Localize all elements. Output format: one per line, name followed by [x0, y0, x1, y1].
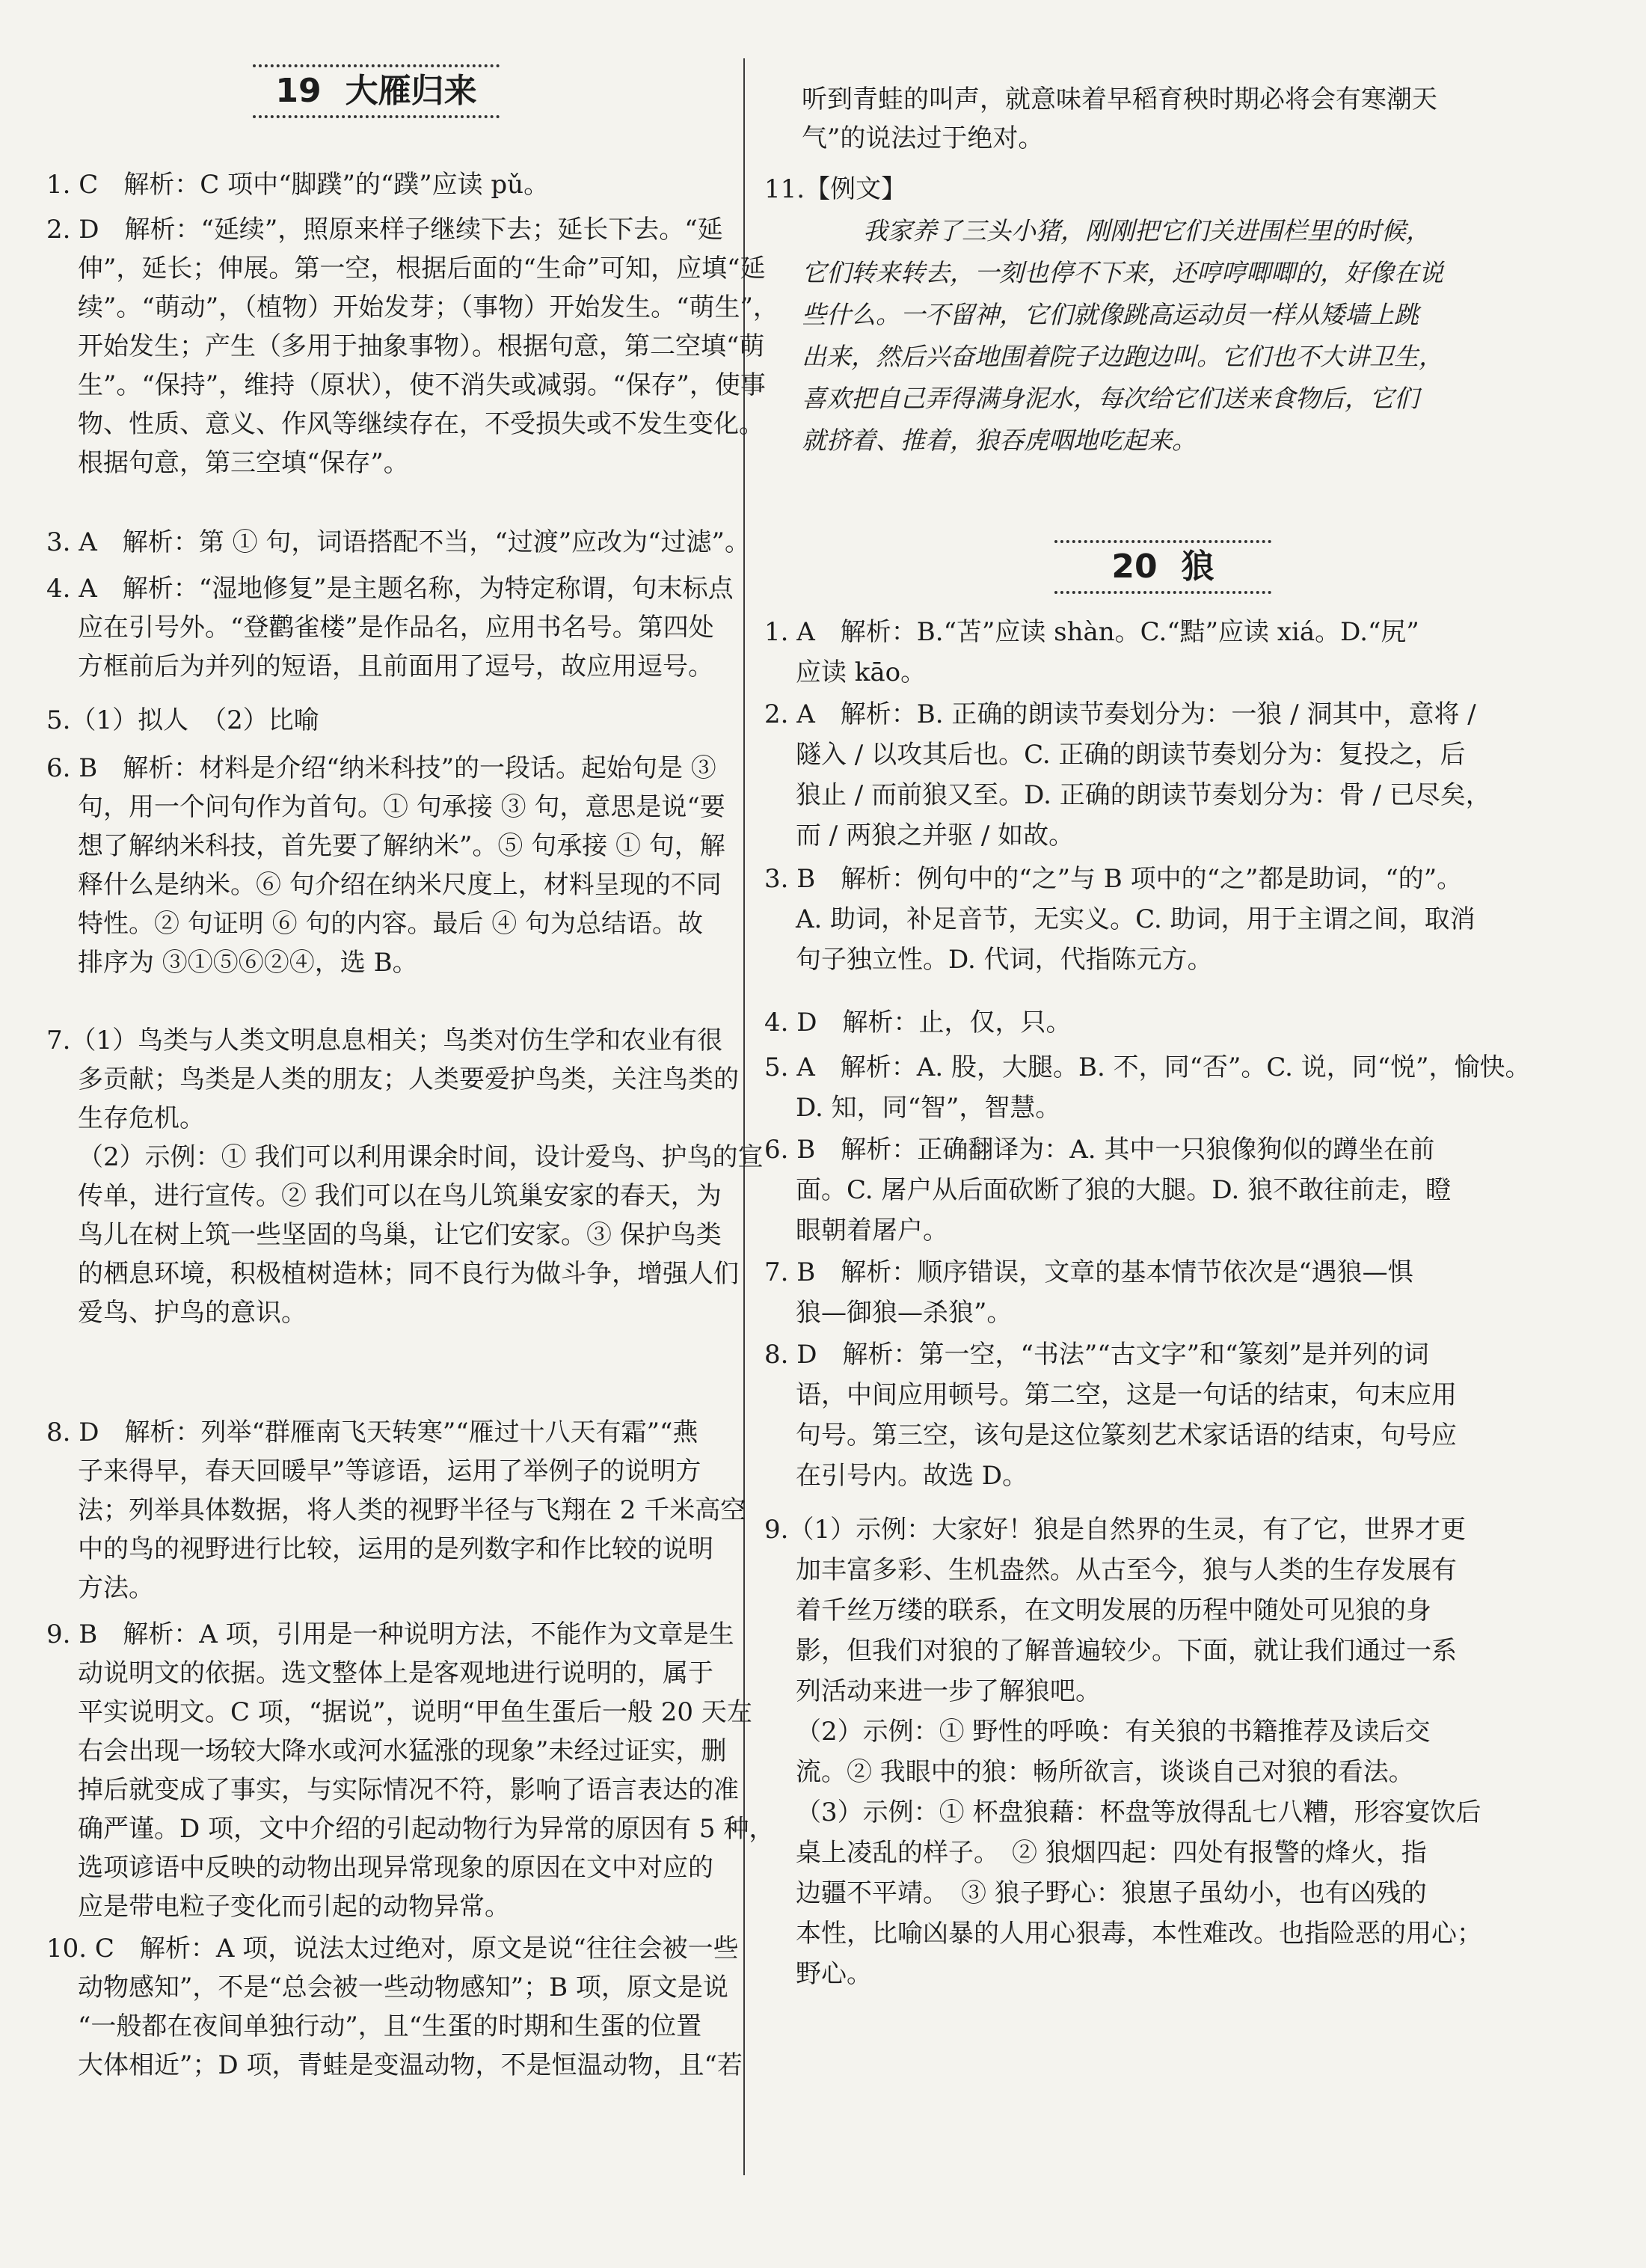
- answer-line: 9. B 解析：A 项，引用是一种说明方法，不能作为文章是生: [46, 1619, 734, 1649]
- answer-line: 狼止 / 而前狼又至。D. 正确的朗读节奏划分为：骨 / 已尽矣，: [796, 780, 1491, 810]
- answer-line: 动说明文的依据。选文整体上是客观地进行说明的，属于: [78, 1658, 713, 1688]
- answer-line: 而 / 两狼之并驱 / 如故。: [796, 821, 1075, 851]
- answer-line: 动物感知”，不是“总会被一些动物感知”；B 项，原文是说: [78, 1973, 728, 2002]
- answer-line: “一般都在夜间单独行动”，且“生蛋的时期和生蛋的位置: [78, 2011, 702, 2041]
- essay-line: 出来，然后兴奋地围着院子边跑边叫。它们也不大讲卫生，: [802, 342, 1443, 371]
- answer-line: 5.（1）拟人 （2）比喻: [46, 705, 319, 735]
- answer-line: 流。② 我眼中的狼：畅所欲言，谈谈自己对狼的看法。: [796, 1757, 1414, 1787]
- answer-line: 方法。: [78, 1573, 154, 1603]
- answer-line: 3. B 解析：例句中的“之”与 B 项中的“之”都是助词，“的”。: [764, 864, 1463, 894]
- answer-line: 4. A 解析：“湿地修复”是主题名称，为特定称谓，句末标点: [46, 574, 734, 604]
- answer-line: 确严谨。D 项，文中介绍的引起动物行为异常的原因有 5 种，: [78, 1814, 775, 1844]
- answer-line: 爱鸟、护鸟的意识。: [78, 1298, 307, 1328]
- answer-line: 4. D 解析：止，仅，只。: [764, 1008, 1072, 1038]
- answer-line: D. 知，同“智”，智慧。: [796, 1093, 1061, 1123]
- answer-line: 7.（1）鸟类与人类文明息息相关；鸟类对仿生学和农业有很: [46, 1026, 723, 1055]
- answer-line: 8. D 解析：列举“群雁南飞天转寒”“雁过十八天有霜”“燕: [46, 1418, 698, 1447]
- essay-line: 些什么。一不留神，它们就像跳高运动员一样从矮墙上跳: [802, 300, 1419, 329]
- answer-line: 根据句意，第三空填“保存”。: [78, 448, 409, 478]
- answer-line: （2）示例：① 野性的呼唤：有关狼的书籍推荐及读后交: [796, 1717, 1431, 1747]
- answer-line: 法；列举具体数据，将人类的视野半径与飞翔在 2 千米高空: [78, 1495, 746, 1525]
- answer-line: 眼朝着屠户。: [796, 1216, 948, 1245]
- section-20-number: 20: [1111, 548, 1158, 586]
- answer-line: 2. D 解析：“延续”，照原来样子继续下去；延长下去。“延: [46, 215, 723, 245]
- answer-line: 应是带电粒子变化而引起的动物异常。: [78, 1892, 510, 1922]
- answer-line: 8. D 解析：第一空，“书法”“古文字”和“篆刻”是并列的词: [764, 1340, 1429, 1370]
- answer-line: 选项谚语中反映的动物出现异常现象的原因在文中对应的: [78, 1853, 713, 1883]
- answer-line: 特性。② 句证明 ⑥ 句的内容。最后 ④ 句为总结语。故: [78, 909, 704, 939]
- continued-line: 听到青蛙的叫声，就意味着早稻育秧时期必将会有寒潮天: [802, 85, 1437, 114]
- answer-line: 子来得早，春天回暖早”等谚语，运用了举例子的说明方: [78, 1456, 701, 1486]
- answer-line: 中的鸟的视野进行比较，运用的是列数字和作比较的说明: [78, 1534, 713, 1564]
- answer-line: 句号。第三空，该句是这位篆刻艺术家话语的结束，句号应: [796, 1420, 1457, 1450]
- essay-line: 就挤着、推着，狼吞虎咽地吃起来。: [802, 426, 1197, 455]
- answer-line: 大体相近”；D 项，青蛙是变温动物，不是恒温动物，且“若: [78, 2050, 743, 2080]
- essay-line: 喜欢把自己弄得满身泥水，每次给它们送来食物后，它们: [802, 384, 1419, 413]
- answer-line: 传单，进行宣传。② 我们可以在鸟儿筑巢安家的春天，为: [78, 1181, 722, 1211]
- answer-line: 5. A 解析：A. 股，大腿。B. 不，同“否”。C. 说，同“悦”，愉快。: [764, 1052, 1531, 1082]
- answer-line: 生”。“保持”，维持（原状），使不消失或减弱。“保存”，使事: [78, 370, 766, 400]
- answer-line: 桌上凌乱的样子。 ② 狼烟四起：四处有报警的烽火，指: [796, 1838, 1427, 1868]
- answer-line: 鸟儿在树上筑一些坚固的鸟巢，让它们安家。③ 保护鸟类: [78, 1220, 722, 1250]
- answer-line: 9.（1）示例：大家好！狼是自然界的生灵，有了它，世界才更: [764, 1515, 1467, 1545]
- answer-line: 应在引号外。“登鹳雀楼”是作品名，应用书名号。第四处: [78, 613, 714, 643]
- answer-line: 1. A 解析：B.“苫”应读 shàn。C.“黠”应读 xiá。D.“尻”: [764, 617, 1419, 647]
- answer-line: 6. B 解析：正确翻译为：A. 其中一只狼像狗似的蹲坐在前: [764, 1135, 1435, 1165]
- essay-line: 我家养了三头小猪，刚刚把它们关进围栏里的时候，: [863, 216, 1431, 245]
- answer-line: 句子独立性。D. 代词，代指陈元方。: [796, 945, 1213, 975]
- answer-line: 本性，比喻凶暴的人用心狠毒，本性难改。也指险恶的用心；: [796, 1919, 1482, 1949]
- section-20-heading: [1054, 540, 1271, 594]
- answer-line: （2）示例：① 我们可以利用课余时间，设计爱鸟、护鸟的宣: [78, 1142, 764, 1172]
- answer-line: 影，但我们对狼的了解普遍较少。下面，就让我们通过一系: [796, 1636, 1457, 1666]
- answer-line: 在引号内。故选 D。: [796, 1461, 1028, 1491]
- answer-line: 伸”，延长；伸展。第一空，根据后面的“生命”可知，应填“延: [78, 254, 766, 284]
- answer-line: 续”。“萌动”，（植物）开始发芽；（事物）开始发生。“萌生”，: [78, 292, 779, 322]
- answer-line: 应读 kāo。: [796, 658, 927, 687]
- answer-line: 狼—御狼—杀狼”。: [796, 1298, 1013, 1328]
- answer-line: 着千丝万缕的联系，在文明发展的历程中随处可见狼的身: [796, 1596, 1431, 1625]
- continued-line: 气”的说法过于绝对。: [802, 123, 1044, 153]
- answer-line: 面。C. 屠户从后面砍断了狼的大腿。D. 狼不敢往前走，瞪: [796, 1175, 1452, 1205]
- answer-line: 加丰富多彩、生机盎然。从古至今，狼与人类的生存发展有: [796, 1555, 1457, 1585]
- q11-label: 11.【例文】: [764, 174, 907, 204]
- answer-line: 1. C 解析：C 项中“脚蹼”的“蹼”应读 pǔ。: [46, 170, 550, 200]
- section-19-title: 大雁归来: [345, 72, 477, 110]
- answer-line: 6. B 解析：材料是介绍“纳米科技”的一段话。起始句是 ③: [46, 753, 716, 783]
- answer-line: 右会出现一场较大降水或河水猛涨的现象”未经过证实，删: [78, 1736, 727, 1766]
- answer-line: 语，中间应用顿号。第二空，这是一句话的结束，句末应用: [796, 1380, 1457, 1410]
- answer-line: 想了解纳米科技，首先要了解纳米”。⑤ 句承接 ① 句，解: [78, 831, 725, 861]
- answer-line: 边疆不平靖。 ③ 狼子野心：狼崽子虽幼小，也有凶残的: [796, 1878, 1427, 1908]
- answer-line: 掉后就变成了事实，与实际情况不符，影响了语言表达的准: [78, 1775, 739, 1805]
- answer-line: 排序为 ③①⑤⑥②④，选 B。: [78, 948, 418, 978]
- answer-line: 的栖息环境，积极植树造林；同不良行为做斗争，增强人们: [78, 1259, 739, 1289]
- answer-line: 隧入 / 以攻其后也。C. 正确的朗读节奏划分为：复投之，后: [796, 740, 1466, 770]
- answer-line: 3. A 解析：第 ① 句，词语搭配不当，“过渡”应改为“过滤”。: [46, 527, 750, 557]
- answer-line: 平实说明文。C 项，“据说”，说明“甲鱼生蛋后一般 20 天左: [78, 1697, 752, 1727]
- answer-line: 释什么是纳米。⑥ 句介绍在纳米尺度上，材料呈现的不同: [78, 870, 722, 900]
- answer-line: 10. C 解析：A 项，说法太过绝对，原文是说“往往会被一些: [46, 1934, 739, 1964]
- answer-line: 物、性质、意义、作风等继续存在，不受损失或不发生变化。: [78, 409, 764, 439]
- answer-line: 开始发生；产生（多用于抽象事物）。根据句意，第二空填“萌: [78, 331, 765, 361]
- answer-line: 生存危机。: [78, 1103, 205, 1133]
- answer-line: 方框前后为并列的短语，且前面用了逗号，故应用逗号。: [78, 652, 713, 681]
- answer-line: 2. A 解析：B. 正确的朗读节奏划分为：一狼 / 洞其中，意将 /: [764, 699, 1476, 729]
- section-19-heading: [253, 64, 500, 118]
- answer-line: A. 助词，补足音节，无实义。C. 助词，用于主谓之间，取消: [796, 904, 1475, 934]
- answer-line: 7. B 解析：顺序错误，文章的基本情节依次是“遇狼—惧: [764, 1257, 1413, 1287]
- essay-line: 它们转来转去，一刻也停不下来，还哼哼唧唧的，好像在说: [802, 258, 1443, 287]
- answer-line: （3）示例：① 杯盘狼藉：杯盘等放得乱七八糟，形容宴饮后: [796, 1797, 1481, 1827]
- answer-line: 列活动来进一步了解狼吧。: [796, 1676, 1101, 1706]
- section-20-title: 狼: [1181, 548, 1214, 586]
- answer-line: 野心。: [796, 1959, 872, 1989]
- section-19-number: 19: [275, 72, 322, 110]
- answer-line: 多贡献；鸟类是人类的朋友；人类要爱护鸟类，关注鸟类的: [78, 1064, 739, 1094]
- answer-line: 句，用一个问句作为首句。① 句承接 ③ 句，意思是说“要: [78, 792, 725, 822]
